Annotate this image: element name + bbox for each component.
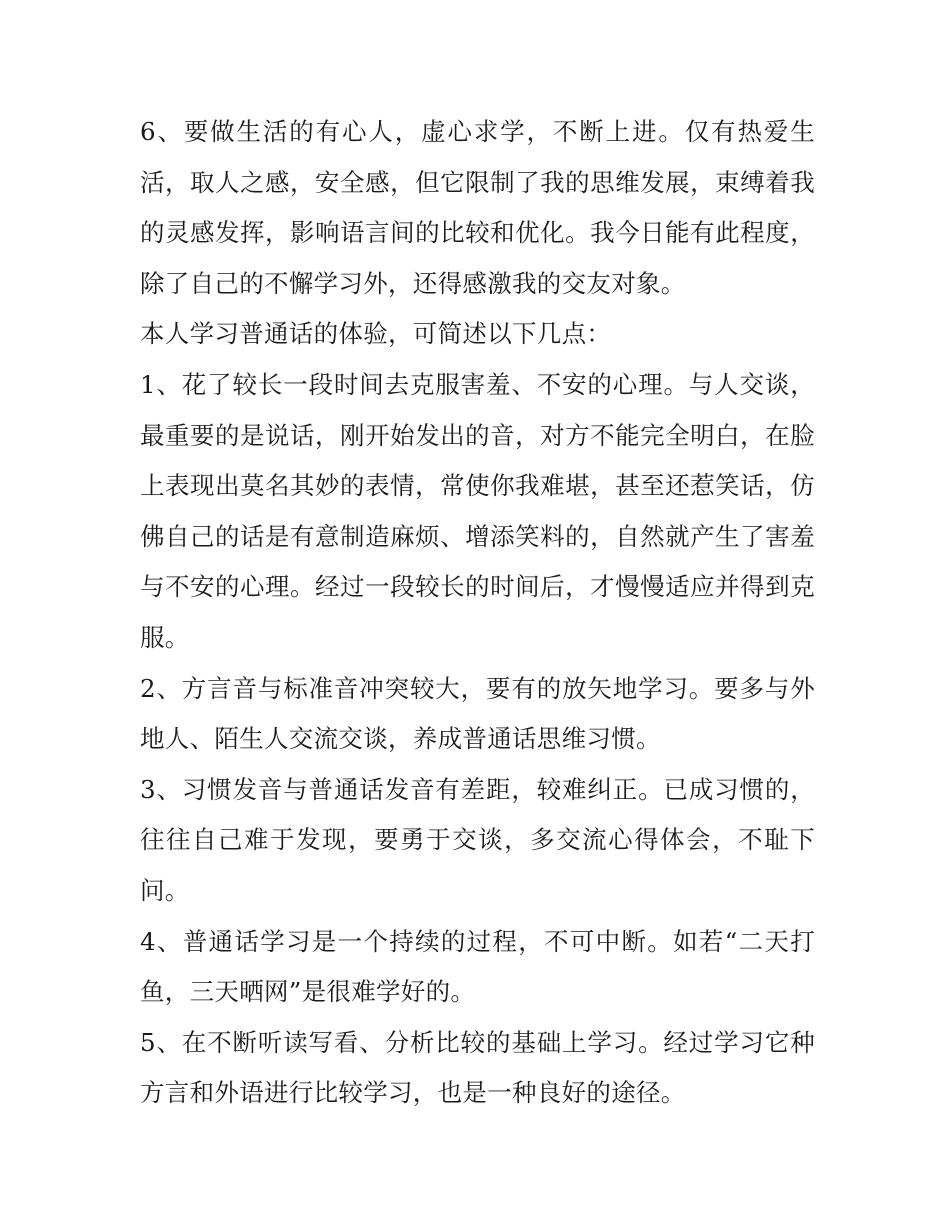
paragraph-point-4: 4、普通话学习是一个持续的过程，不可中断。如若“二天打鱼，三天晒网”是很难学好的。 — [140, 926, 815, 1007]
paragraph-point-1: 1、花了较长一段时间去克服害羞、不安的心理。与人交谈，最重要的是说话，刚开始发出的音，对方不能完全明白，在脸上表现出莫名其妙的表情，常使你我难堪，甚至还惹笑话，仿佛自己的话是有意制造麻烦、增添笑料的，自然就产生了害羞与不安的心理。经过一段较长的时间后，才慢慢适应并得到克服。 — [140, 369, 815, 652]
paragraph-point-3: 3、习惯发音与普通话发音有差距，较难纠正。已成习惯的，往往自己难于发现，要勇于交谈，多交流心得体会，不耻下问。 — [140, 774, 815, 905]
paragraph-intro: 本人学习普通话的体验，可简述以下几点： — [140, 319, 612, 349]
document-body — [140, 107, 815, 1119]
paragraph-point-5: 5、在不断听读写看、分析比较的基础上学习。经过学习它种方言和外语进行比较学习，也是一种良好的途径。 — [140, 1027, 815, 1108]
paragraph-point-2: 2、方言音与标准音冲突较大，要有的放矢地学习。要多与外地人、陌生人交流交谈，养成普通话思维习惯。 — [140, 673, 815, 754]
paragraph-item-6-continued: 6、要做生活的有心人，虚心求学，不断上进。仅有热爱生活，取人之感，安全感，但它限制了我的思维发展，束缚着我的灵感发挥，影响语言间的比较和优化。我今日能有此程度，除了自己的不懈学习外，还得感激我的交友对象。 — [140, 117, 815, 298]
